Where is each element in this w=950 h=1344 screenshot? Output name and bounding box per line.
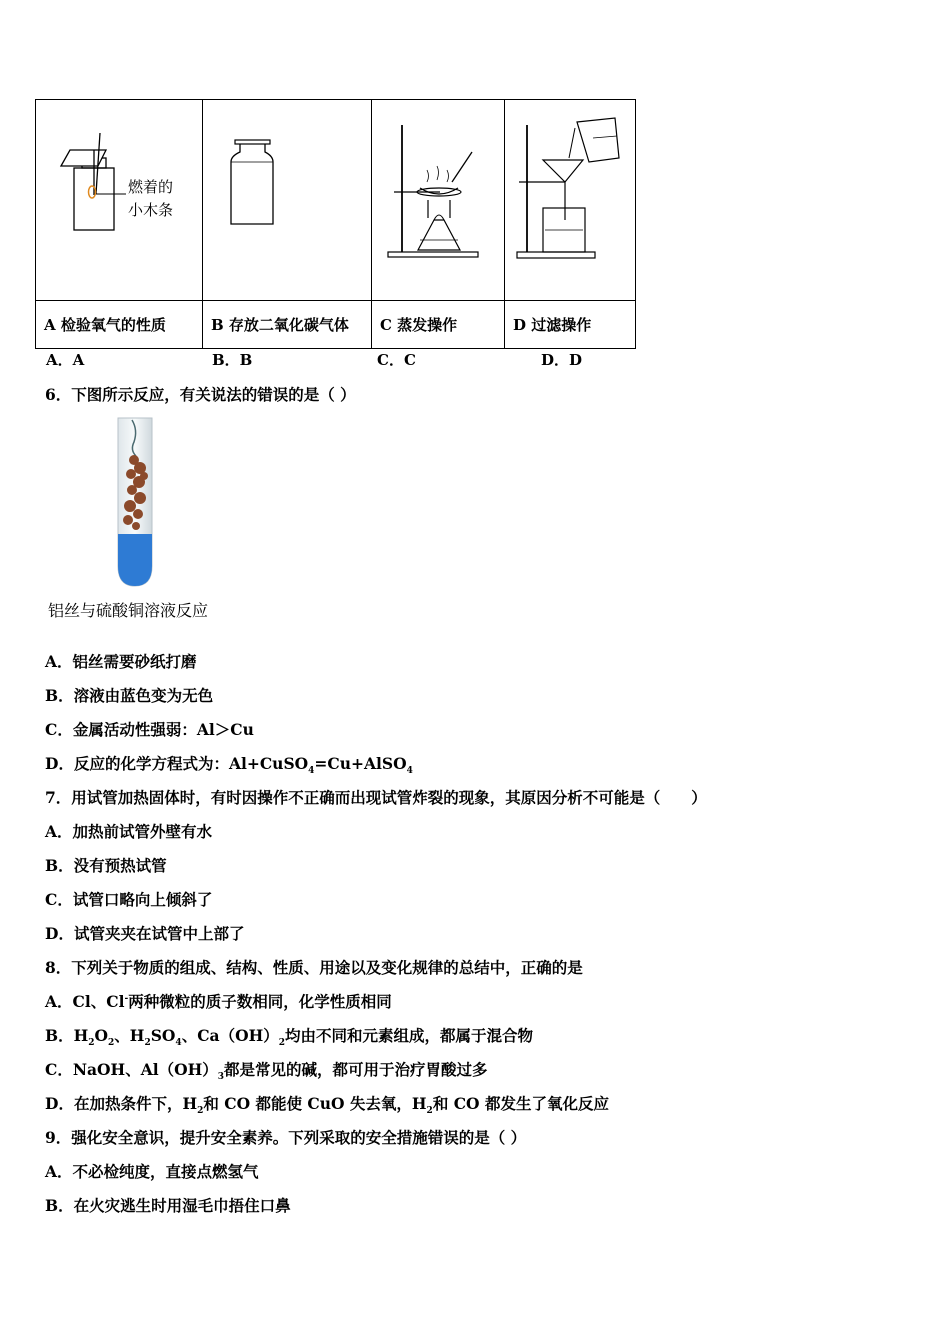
q8-b-p3: 、H [114,1026,145,1045]
q8-d-p2: 和 CO 都能使 CuO 失去氧，H [203,1094,427,1113]
blue-solution [118,534,152,586]
cell-oxygen-test [36,100,203,301]
q8-c-s1: 3 [217,1072,225,1083]
q8-option-b [45,1024,533,1048]
q8-b-p6: 均由不同和元素组成，都属于混合物 [284,1026,533,1045]
q5-option-d: D．D [541,351,583,369]
q8-a-sup: - [124,993,129,1004]
caption-d: D 过滤操作 [505,301,636,349]
q9-option-a: A．不必检纯度，直接点燃氢气 [45,1162,259,1181]
label-burning-2: 小木条 [128,201,174,219]
q8-b-p5: 、Ca（OH） [181,1026,279,1045]
q6-d-sub1: 4 [308,766,315,777]
q5-option-a: A．A [46,351,85,369]
label-burning-1: 燃着的 [128,178,174,196]
q8-b-s3: 2 [144,1038,151,1049]
q6-option-c: C．金属活动性强弱：Al＞Cu [45,720,254,739]
test-tube-photo [110,416,160,588]
oxygen-test-illustration [36,100,202,296]
q8-option-d [45,1092,609,1116]
q8-option-a [45,990,392,1012]
cell-gas-bottle [203,100,372,301]
q8-b-p2: O [94,1026,109,1045]
q5-option-b: B．B [212,351,253,369]
q6-option-a: A．铝丝需要砂纸打磨 [45,652,197,671]
q5-apparatus-table [35,99,636,349]
q6-d-sub2: 4 [406,766,413,777]
filtration-illustration [505,100,635,296]
q8-c-p1: C．NaOH、Al（OH） [45,1060,218,1079]
cell-filtration [505,100,636,301]
q6-stem: 6．下图所示反应，有关说法的错误的是（ ） [45,385,356,404]
cell-evaporation [372,100,505,301]
q5-option-c: C．C [377,351,416,369]
q9-stem: 9．强化安全意识，提升安全素养。下列采取的安全措施错误的是（ ） [45,1128,527,1147]
q7-option-c: C．试管口略向上倾斜了 [45,890,213,909]
q6-d-prefix: D．反应的化学方程式为：Al+CuSO [45,754,309,773]
q8-a-p2: 两种微粒的质子数相同，化学性质相同 [128,992,392,1011]
q6-option-b: B．溶液由蓝色变为无色 [45,686,214,705]
evaporation-illustration [372,100,504,296]
q7-option-a: A．加热前试管外壁有水 [45,822,213,841]
q8-b-s2: 2 [108,1038,115,1049]
q6-option-d [45,752,413,776]
caption-b: B 存放二氧化碳气体 [203,301,372,349]
q8-b-s5: 2 [278,1038,285,1049]
q8-d-p3: 和 CO 都发生了氧化反应 [432,1094,609,1113]
caption-c: C 蒸发操作 [372,301,505,349]
q8-c-p2: 都是常见的碱，都可用于治疗胃酸过多 [224,1060,488,1079]
q7-stem: 7．用试管加热固体时，有时因操作不正确而出现试管炸裂的现象，其原因分析不可能是（ ） [45,788,707,807]
q8-b-p4: SO [150,1026,176,1045]
caption-a: A 检验氧气的性质 [36,301,203,349]
q8-d-p1: D．在加热条件下，H [45,1094,198,1113]
q6-d-mid: =Cu+AlSO [314,754,407,773]
q8-b-s4: 4 [175,1038,182,1049]
q8-a-p1: A．Cl、Cl [45,992,125,1011]
q8-d-s2: 2 [426,1106,433,1117]
q7-option-b: B．没有预热试管 [45,856,167,875]
q8-b-p1: B．H [45,1026,89,1045]
q8-d-s1: 2 [197,1106,204,1117]
q8-b-s1: 2 [88,1038,95,1049]
q8-stem: 8．下列关于物质的组成、结构、性质、用途以及变化规律的总结中，正确的是 [45,958,583,977]
test-tube-caption: 铝丝与硫酸铜溶液反应 [48,601,209,620]
q7-option-d: D．试管夹夹在试管中上部了 [45,924,245,943]
q8-option-c [45,1058,488,1082]
gas-bottle-illustration [203,100,371,296]
q9-option-b: B．在火灾逃生时用湿毛巾捂住口鼻 [45,1196,291,1215]
